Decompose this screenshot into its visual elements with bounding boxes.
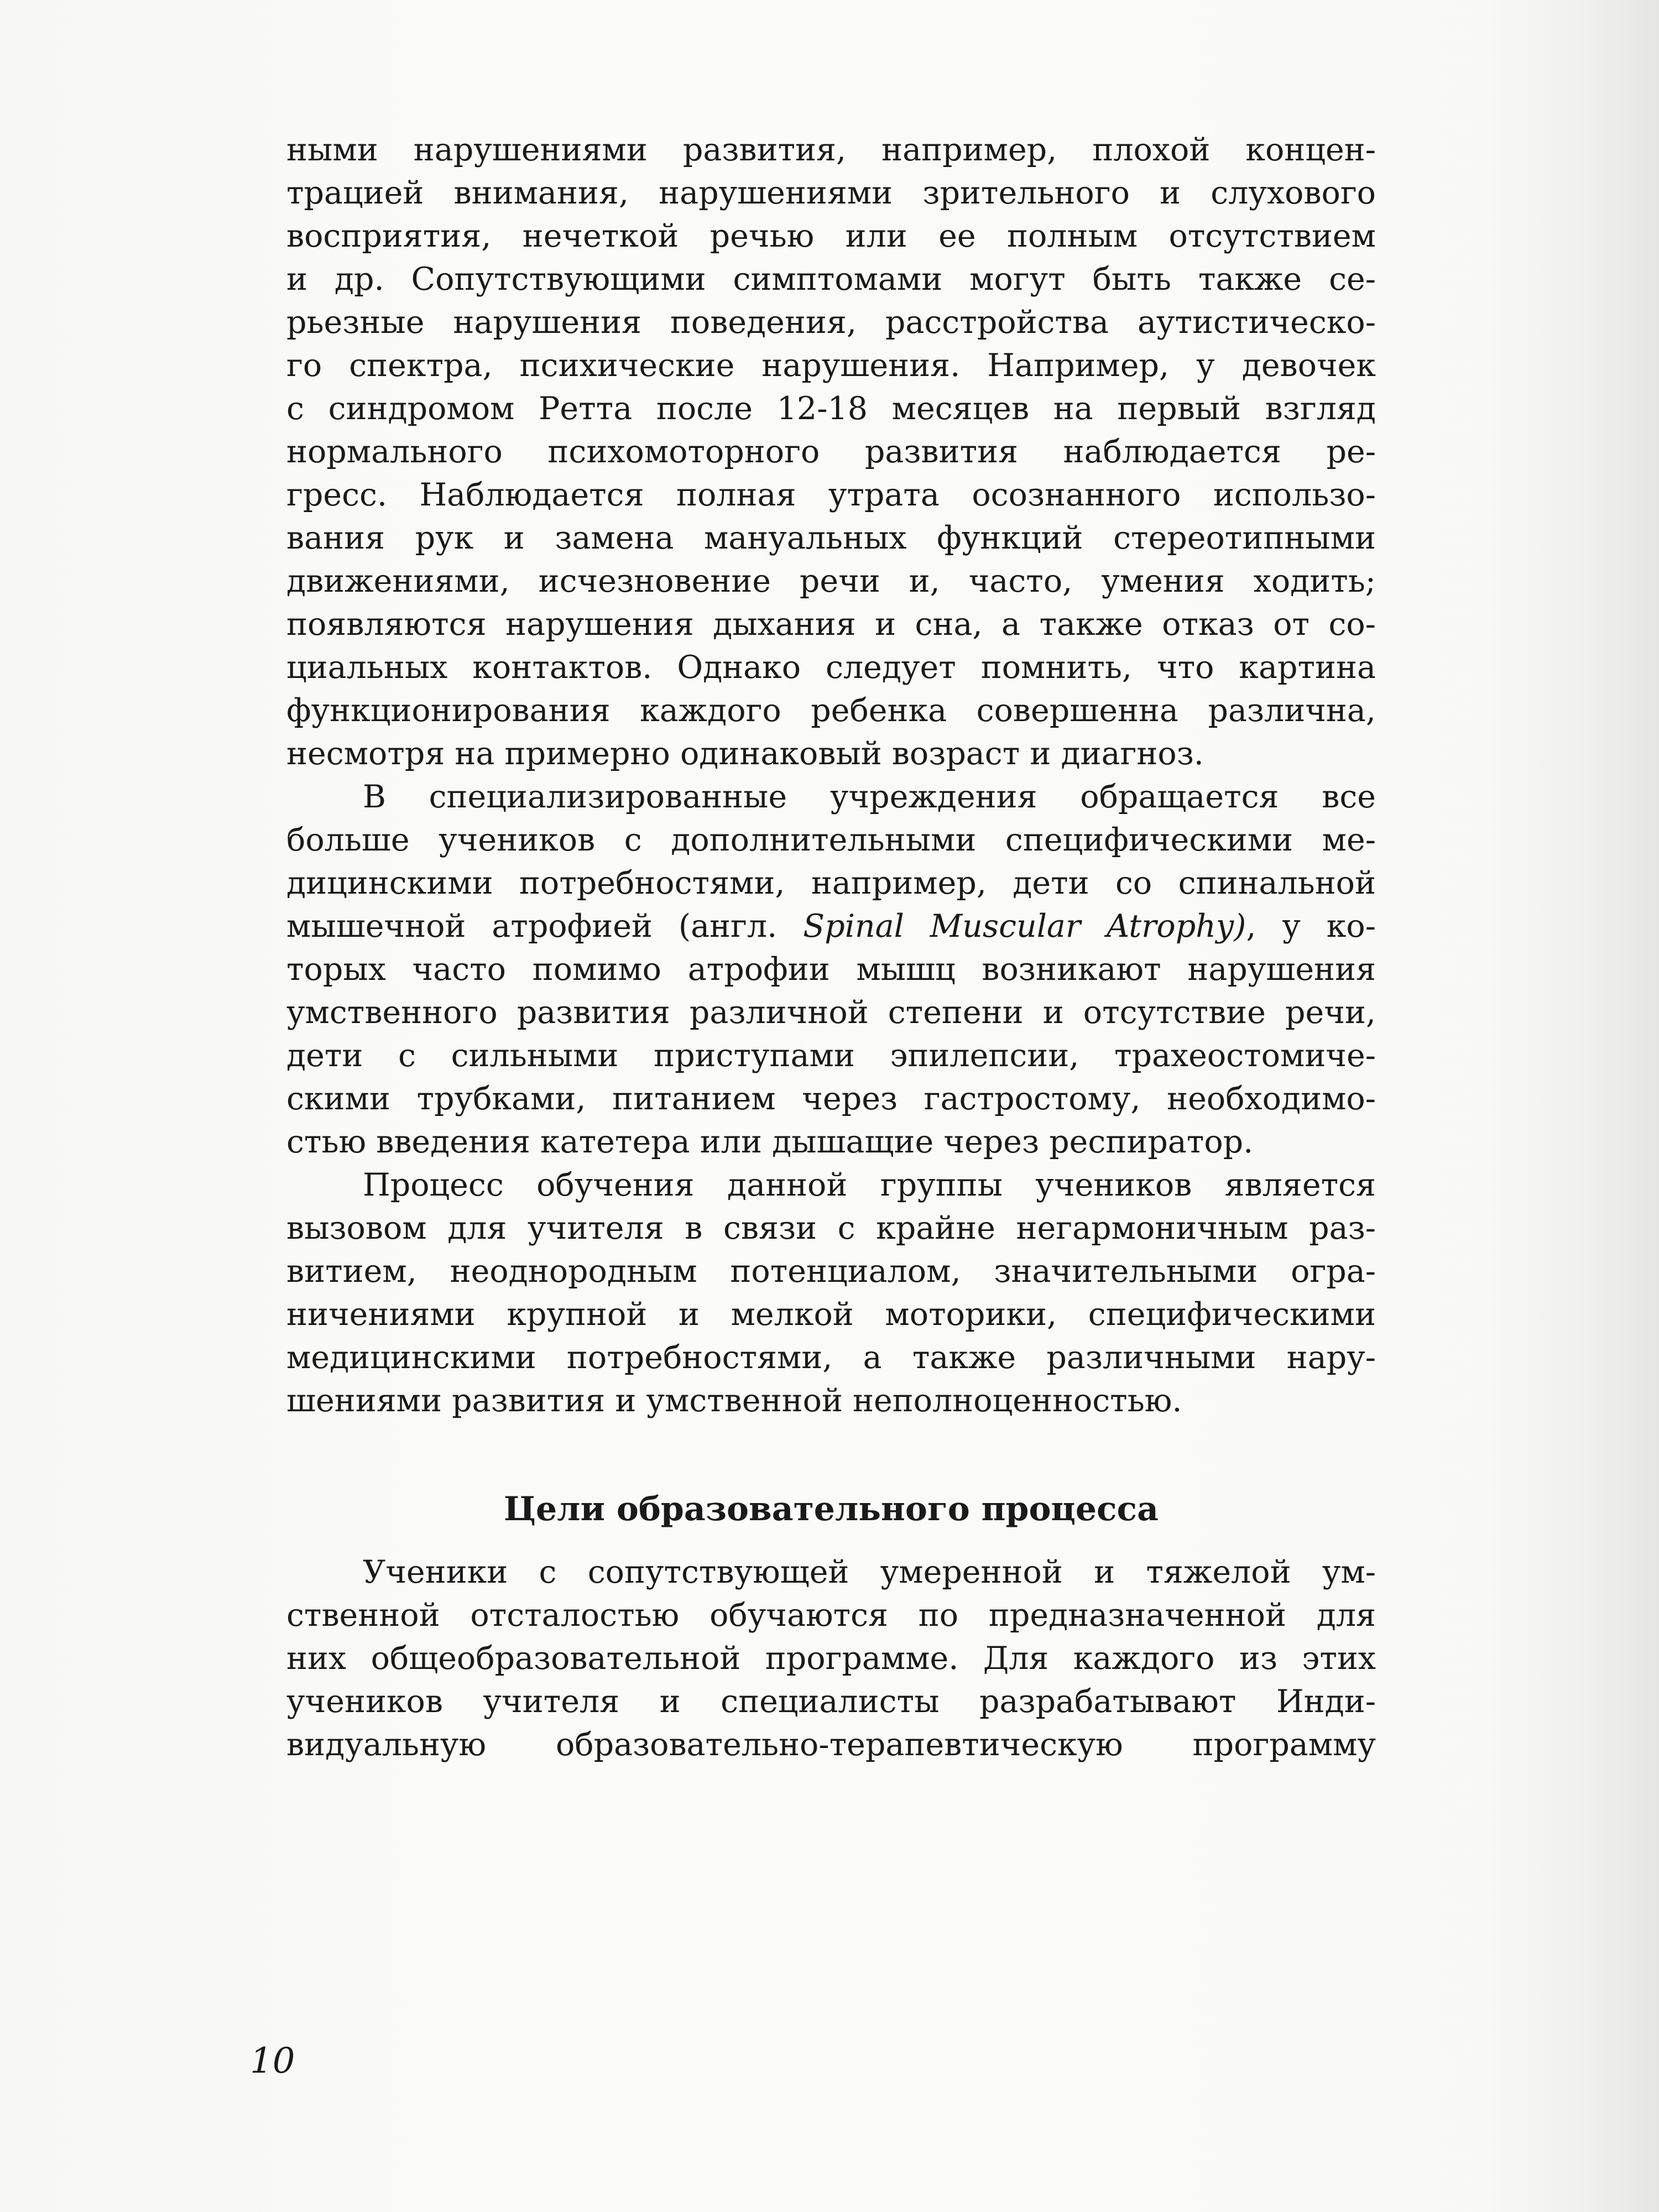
text-line: медицинскими потребностями, а также различными нару- xyxy=(286,1339,1376,1376)
text-line: рьезные нарушения поведения, расстройства аутистическо- xyxy=(286,304,1376,341)
text-line: появляются нарушения дыхания и сна, а также отказ от со- xyxy=(286,606,1376,643)
text-line: трацией внимания, нарушениями зрительного и слухового xyxy=(286,175,1376,211)
text-line: циальных контактов. Однако следует помнить, что картина xyxy=(286,649,1376,686)
paragraph-after-heading xyxy=(286,1551,1376,1766)
text-line: Процесс обучения данной группы учеников является xyxy=(363,1167,1376,1203)
text-line: скими трубками, питанием через гастростому, необходимо- xyxy=(286,1081,1376,1117)
text-line: Ученики с сопутствующей умеренной и тяжелой ум- xyxy=(363,1554,1376,1590)
text-line: вызовом для учителя в связи с крайне негармоничным раз- xyxy=(286,1210,1376,1246)
paragraph xyxy=(286,1164,1376,1422)
text-line: вания рук и замена мануальных функций стереотипными xyxy=(286,520,1376,556)
paragraphs-container xyxy=(286,128,1376,1422)
text-line: шениями развития и умственной неполноценностью. xyxy=(286,1383,1182,1419)
text-line: с синдромом Ретта после 12-18 месяцев на первый взгляд xyxy=(286,390,1376,427)
text-line: дети с сильными приступами эпилепсии, трахеостомиче- xyxy=(286,1037,1376,1074)
text-line: больше учеников с дополнительными специфическими ме- xyxy=(286,822,1376,858)
page-number: 10 xyxy=(250,2041,295,2081)
text-line: витием, неоднородным потенциалом, значительными огра- xyxy=(286,1253,1376,1290)
text-line: и др. Сопутствующими симптомами могут быть также се- xyxy=(286,261,1376,298)
section-heading: Цели образовательного процесса xyxy=(504,1490,1159,1528)
text-line: несмотря на примерно одинаковый возраст и диагноз. xyxy=(286,735,1204,772)
paragraph xyxy=(286,128,1376,775)
text-line: го спектра, психические нарушения. Например, у девочек xyxy=(286,347,1376,384)
text-line: функционирования каждого ребенка совершенна различна, xyxy=(286,692,1376,729)
body-text xyxy=(286,128,1376,1766)
text-line: В специализированные учреждения обращается все xyxy=(363,779,1376,815)
text-line: ственной отсталостью обучаются по предназначенной для xyxy=(286,1597,1376,1634)
text-line: учеников учителя и специалисты разрабатывают Инди- xyxy=(286,1683,1376,1720)
text-line: них общеобразовательной программе. Для каждого из этих xyxy=(286,1640,1376,1677)
text-line: ничениями крупной и мелкой моторики, специфическими xyxy=(286,1296,1376,1333)
binding-shadow xyxy=(1477,0,1659,2212)
text-line: дицинскими потребностями, например, дети со спинальной xyxy=(286,865,1376,901)
text-line: движениями, исчезновение речи и, часто, умения ходить; xyxy=(286,563,1376,599)
text-line: ными нарушениями развития, например, плохой концен- xyxy=(286,132,1376,168)
text-line: мышечной атрофией (англ. Spinal Muscular Atrophy), у ко- xyxy=(286,908,1376,945)
paragraph xyxy=(286,775,1376,1164)
text-line: стью введения катетера или дышащие через респиратор. xyxy=(286,1124,1254,1160)
text-line: видуальную образовательно-терапевтическую программу xyxy=(286,1726,1376,1763)
text-line: торых часто помимо атрофии мышц возникают нарушения xyxy=(286,951,1376,988)
text-line: гресс. Наблюдается полная утрата осознанного использо- xyxy=(286,477,1376,513)
text-line: нормального психомоторного развития наблюдается ре- xyxy=(286,434,1376,470)
text-line: восприятия, нечеткой речью или ее полным отсутствием xyxy=(286,218,1376,254)
text-line: умственного развития различной степени и отсутствие речи, xyxy=(286,994,1376,1031)
